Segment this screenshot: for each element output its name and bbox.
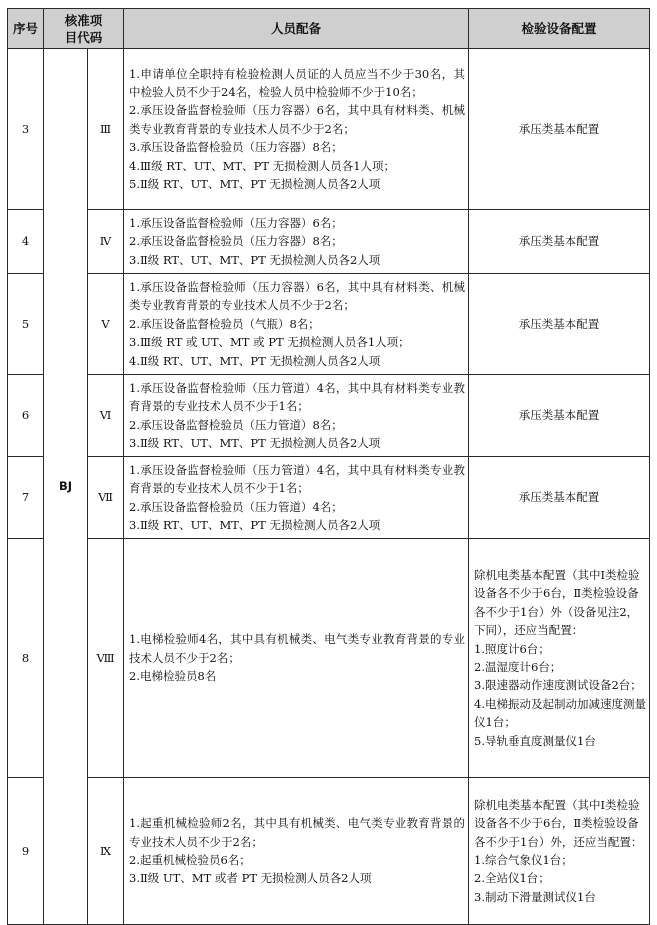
row-staff [124,49,469,210]
row-seq: 9 [8,778,44,925]
staff-line: 3.Ⅲ级 RT 或 UT、MT 或 PT 无损检测人员各1人项； [129,335,410,350]
staff-line: 3.Ⅱ级 RT、UT、MT、PT 无损检测人员各2人项 [129,517,381,532]
equipment-line: 2.温湿度计6台； [474,660,562,674]
equipment-line: 1.照度计6台； [474,641,550,656]
header-seq: 序号 [8,9,44,49]
equipment-line: 除机电类基本配置（其中Ⅰ类检验设备各不少于6台，Ⅱ类检验设备各不少于1台）外（设备见注2，下同），还应当配置： [474,567,640,638]
equipment-line: 承压类基本配置 [518,234,600,249]
equipment-line: 承压类基本配置 [518,121,600,136]
equipment-line: 承压类基本配置 [518,408,600,423]
table-row [8,375,650,457]
staff-line: 2.起重机械检验员6名； [129,853,251,867]
row-item-code: Ⅲ [88,49,124,210]
equipment-line: 3.制动下滑量测试仪1台 [474,889,596,904]
row-equipment [469,375,650,457]
staff-line: 1.申请单位全职持有检验检测人员证的人员应当不少于30名，其中检验人员不少于24名，检验人员中检验师不少于10名； [129,66,466,99]
row-item-code: Ⅸ [88,778,124,925]
staff-line: 2.承压设备监督检验员（压力容器）8名； [129,234,343,249]
equipment-line: 5.导轨垂直度测量仪1台 [474,733,596,748]
staff-line: 2.承压设备监督检验员（压力管道）8名； [129,417,343,432]
row-staff [124,375,469,457]
requirements-table [7,8,650,925]
org-code: BJ [44,49,88,925]
equipment-line: 承压类基本配置 [518,316,600,331]
row-staff [124,457,469,539]
row-staff [124,274,469,375]
table-row [8,49,650,210]
staff-line: 3.Ⅱ级 RT、UT、MT、PT 无损检测人员各2人项 [129,435,381,450]
table-row [8,457,650,539]
row-seq: 7 [8,457,44,539]
equipment-line: 3.限速器动作速度测试设备2台； [474,678,642,693]
row-seq: 6 [8,375,44,457]
staff-line: 2.承压设备监督检验师（压力容器）6名，其中具有材料类、机械类专业教育背景的专业技术人员不少于2名； [129,103,466,136]
staff-line: 1.承压设备监督检验师（压力容器）6名，其中具有材料类、机械类专业教育背景的专业技术人员不少于2名； [129,279,466,313]
header-row [8,9,650,49]
row-seq: 8 [8,539,44,778]
equipment-line: 1.综合气象仪1台； [474,853,573,867]
row-item-code: Ⅴ [88,274,124,375]
staff-line: 4.Ⅲ级 RT、UT、MT、PT 无损检测人员各1人项； [129,158,396,173]
staff-line: 1.承压设备监督检验师（压力管道）4名，其中具有材料类专业教育背景的专业技术人员不少于1名； [129,380,466,414]
header-staff: 人员配备 [124,9,469,49]
row-equipment [469,457,650,539]
equipment-line: 除机电类基本配置（其中Ⅰ类检验设备各不少于6台，Ⅱ类检验设备各不少于1台）外，还应当配置： [474,797,643,849]
table-row [8,778,650,925]
staff-line: 2.电梯检验员8名 [129,669,217,684]
staff-line: 3.Ⅱ级 UT、MT 或者 PT 无损检测人员各2人项 [129,871,372,886]
staff-line: 4.Ⅱ级 RT、UT、MT、PT 无损检测人员各2人项 [129,353,381,368]
row-equipment [469,49,650,210]
row-staff [124,539,469,778]
staff-line: 1.承压设备监督检验师（压力容器）6名； [129,215,343,230]
row-item-code: Ⅶ [88,457,124,539]
staff-line: 1.起重机械检验师2名，其中具有机械类、电气类专业教育背景的专业技术人员不少于2名； [129,816,466,849]
staff-line: 5.Ⅱ级 RT、UT、MT、PT 无损检测人员各2人项 [129,177,381,192]
header-equipment: 检验设备配置 [469,9,650,49]
staff-line: 2.承压设备监督检验员（气瓶）8名； [129,316,320,331]
header-code: 核准项目代码 [44,9,124,49]
row-seq: 5 [8,274,44,375]
staff-line: 3.承压设备监督检验员（压力容器）8名； [129,140,343,155]
row-equipment [469,539,650,778]
row-item-code: Ⅷ [88,539,124,778]
row-seq: 4 [8,210,44,274]
table-row [8,274,650,375]
equipment-line: 承压类基本配置 [518,490,600,505]
row-item-code: Ⅳ [88,210,124,274]
table-row [8,210,650,274]
row-seq: 3 [8,49,44,210]
staff-line: 1.承压设备监督检验师（压力管道）4名，其中具有材料类专业教育背景的专业技术人员不少于1名； [129,462,466,496]
row-staff [124,778,469,925]
equipment-line: 4.电梯振动及起制动加减速度测量仪1台； [474,696,646,730]
row-item-code: Ⅵ [88,375,124,457]
staff-line: 2.承压设备监督检验员（压力管道）4名； [129,499,343,514]
row-equipment [469,210,650,274]
row-equipment [469,778,650,925]
staff-line: 1.电梯检验师4名，其中具有机械类、电气类专业教育背景的专业技术人员不少于2名； [129,632,466,665]
row-equipment [469,274,650,375]
equipment-line: 2.全站仪1台； [474,871,550,886]
staff-line: 3.Ⅱ级 RT、UT、MT、PT 无损检测人员各2人项 [129,252,381,267]
row-staff [124,210,469,274]
table-row [8,539,650,778]
